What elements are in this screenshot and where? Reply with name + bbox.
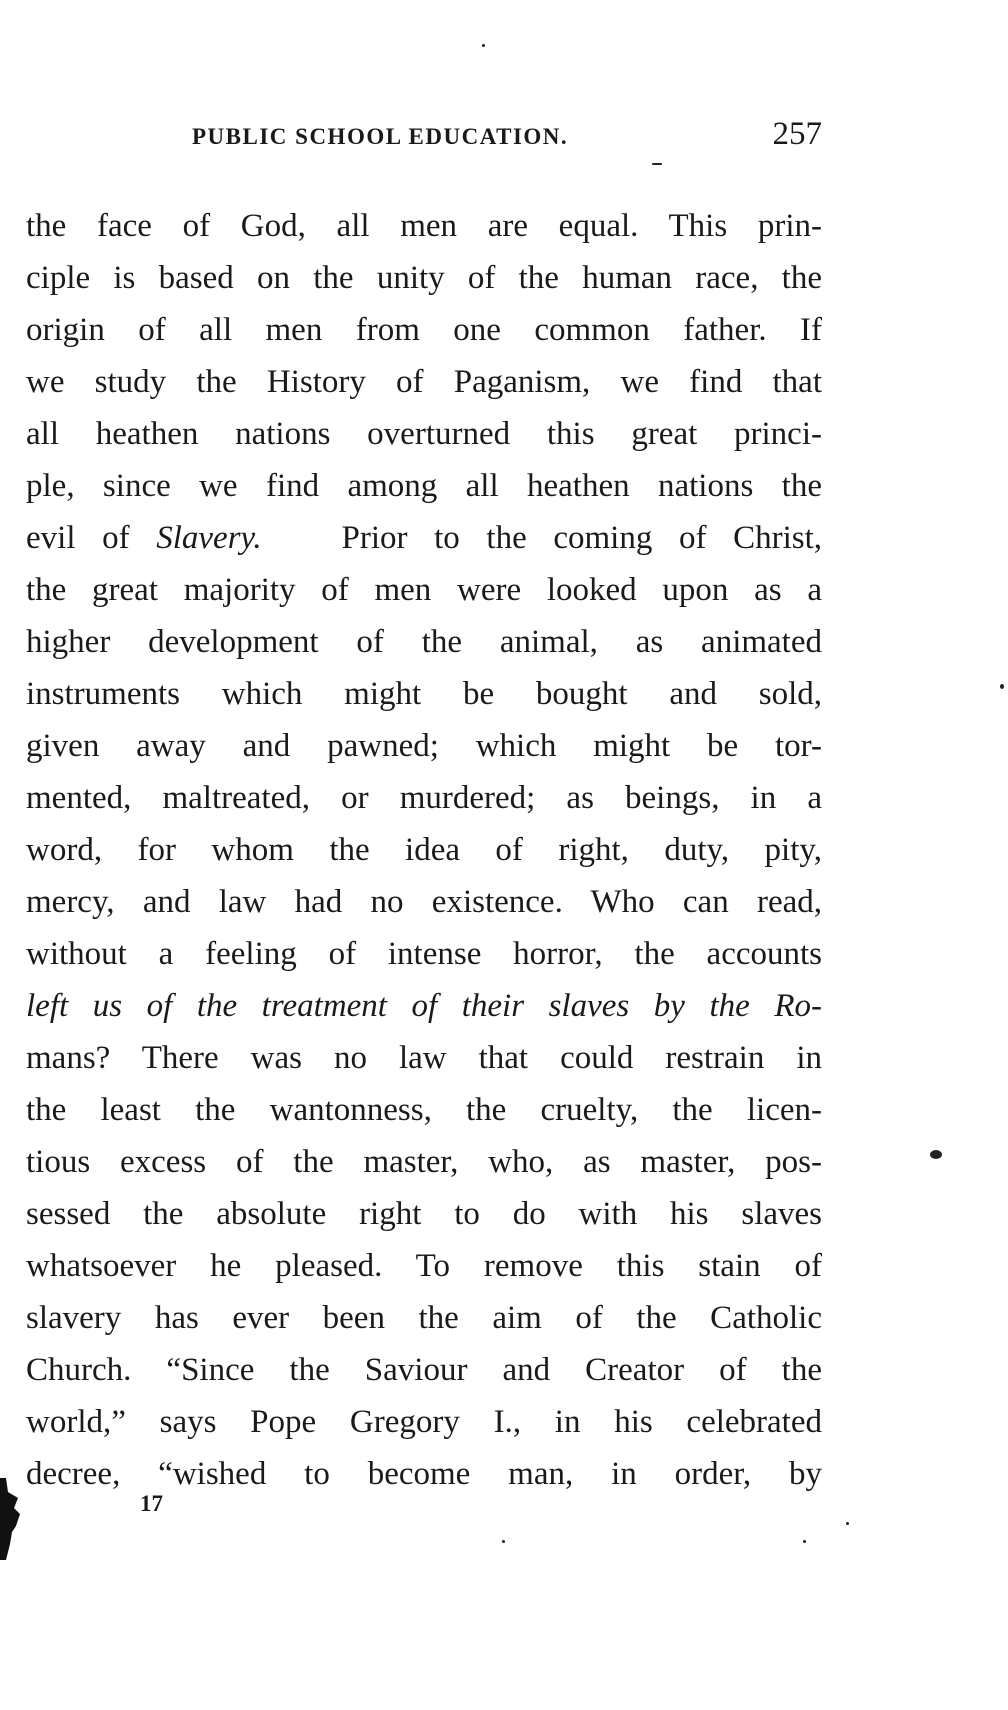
scan-speck (502, 1540, 505, 1543)
text-line: mercy, and law had no existence. Who can read, (26, 884, 822, 920)
scan-speck (803, 1540, 806, 1543)
running-title: PUBLIC SCHOOL EDUCATION. (192, 124, 569, 149)
text-line: all heathen nations overturned this great princi- (26, 416, 822, 452)
text-line: Church. “Since the Saviour and Creator of the (26, 1352, 822, 1388)
text-line: decree, “wished to become man, in order, by (26, 1456, 822, 1492)
scan-speck (652, 163, 662, 165)
italic-word-slavery: Slavery. (156, 520, 262, 556)
text-line: mans? There was no law that could restrain in (26, 1040, 822, 1076)
text-line: sessed the absolute right to do with his slaves (26, 1196, 822, 1232)
text-line: whatsoever he pleased. To remove this stain of (26, 1248, 822, 1284)
text-line: we study the History of Paganism, we find that (26, 364, 822, 400)
text-line: the great majority of men were looked upon as a (26, 572, 822, 608)
running-head (26, 110, 822, 160)
text-line-prefix: evil of (26, 520, 157, 556)
text-line-italic: left us of the treatment of their slaves by the Ro- (26, 988, 822, 1024)
text-line-mixed (26, 512, 822, 564)
scan-speck (482, 44, 485, 47)
text-line: mented, maltreated, or murdered; as beings, in a (26, 780, 822, 816)
text-line: ciple is based on the unity of the human race, the (26, 260, 822, 296)
text-line-rest: Prior to the coming of Christ, (341, 520, 823, 556)
binding-edge-blot (0, 1478, 22, 1560)
text-line: given away and pawned; which might be tor- (26, 728, 822, 764)
text-line: the least the wantonness, the cruelty, the licen- (26, 1092, 822, 1128)
page-number: 257 (772, 116, 822, 152)
text-line: higher development of the animal, as animated (26, 624, 822, 660)
text-line: tious excess of the master, who, as master, pos- (26, 1144, 822, 1180)
text-line: instruments which might be bought and sold, (26, 676, 822, 712)
text-line: word, for whom the idea of right, duty, pity, (26, 832, 822, 868)
scan-speck (846, 1522, 849, 1525)
signature-mark: 17 (140, 1491, 163, 1516)
body-text (26, 200, 822, 1500)
text-line: origin of all men from one common father. If (26, 312, 822, 348)
text-line: slavery has ever been the aim of the Catholic (26, 1300, 822, 1336)
scan-speck (1000, 684, 1004, 689)
text-line: the face of God, all men are equal. This prin- (26, 208, 822, 244)
scan-speck (930, 1150, 942, 1159)
text-line: world,” says Pope Gregory I., in his celebrated (26, 1404, 822, 1440)
text-line: ple, since we find among all heathen nations the (26, 468, 822, 504)
text-line: without a feeling of intense horror, the accounts (26, 936, 822, 972)
